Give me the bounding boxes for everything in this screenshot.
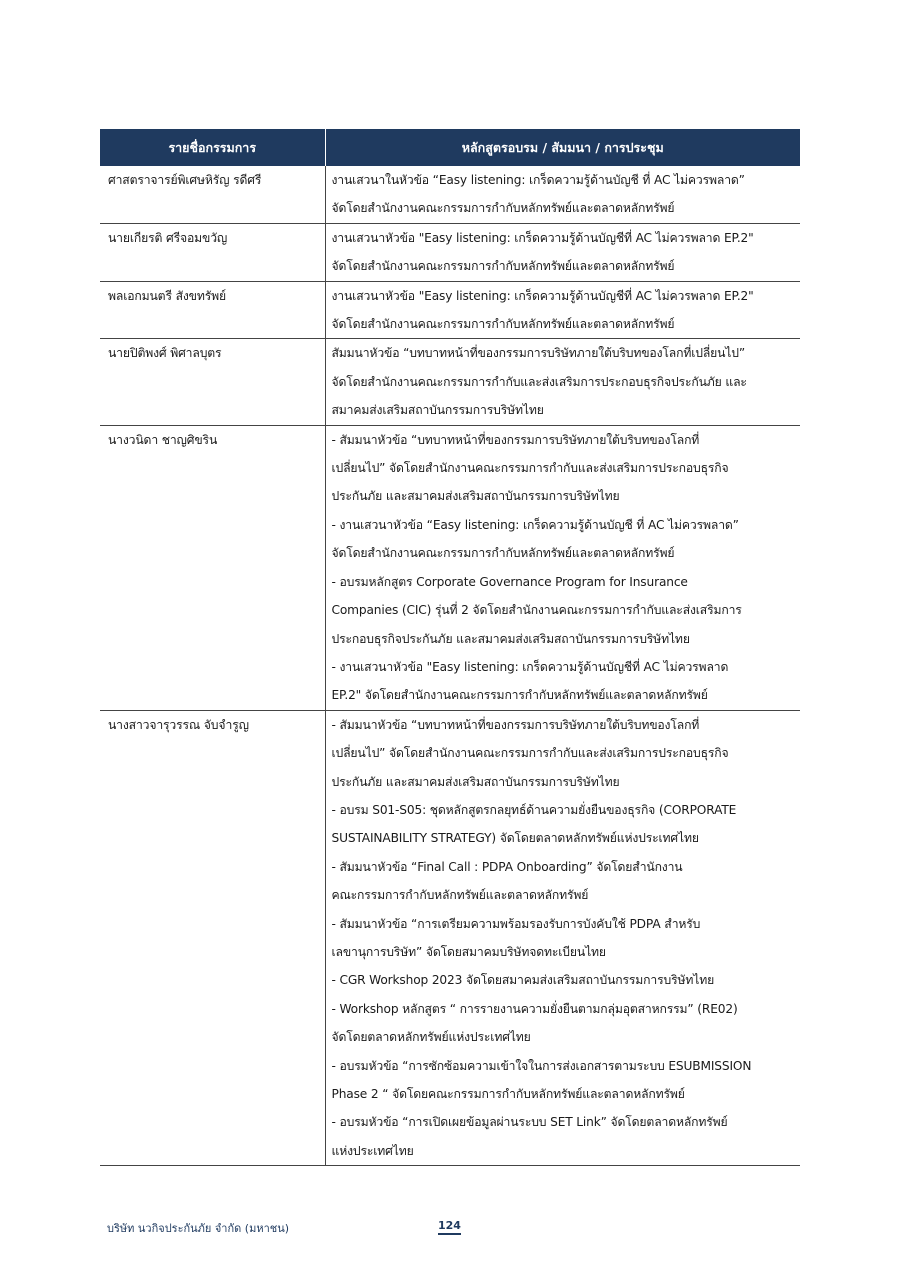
- training-courses-cell: [325, 223, 800, 281]
- course-text-line: จัดโดยสำนักงานคณะกรรมการกำกับหลักทรัพย์และตลาดหลักทรัพย์: [331, 317, 675, 332]
- course-text-line: - อบรม S01-S05: ชุดหลักสูตรกลยุทธ์ด้านความยั่งยืนของธุรกิจ (CORPORATE: [331, 802, 737, 817]
- table-body: [100, 166, 800, 1166]
- course-text-line: - อบรมหลักสูตร Corporate Governance Program for Insurance: [331, 574, 688, 589]
- footer-company-name: บริษัท นวกิจประกันภัย จำกัด (มหาชน): [107, 1222, 290, 1235]
- course-text-line: จัดโดยสำนักงานคณะกรรมการกำกับหลักทรัพย์และตลาดหลักทรัพย์: [331, 201, 675, 216]
- page-number: 124: [438, 1219, 461, 1235]
- course-text-line: - สัมมนาหัวข้อ “บทบาทหน้าที่ของกรรมการบริษัทภายใต้บริบทของโลกที่: [331, 432, 700, 447]
- table-row: [100, 425, 800, 710]
- table-row: [100, 710, 800, 1166]
- course-text-line: จัดโดยสำนักงานคณะกรรมการกำกับหลักทรัพย์และตลาดหลักทรัพย์: [331, 546, 675, 561]
- director-name-cell: [100, 281, 325, 339]
- course-text-line: - สัมมนาหัวข้อ “บทบาทหน้าที่ของกรรมการบริษัทภายใต้บริบทของโลกที่: [331, 717, 700, 732]
- course-text-line: - สัมมนาหัวข้อ “การเตรียมความพร้อมรองรับการบังคับใช้ PDPA สำหรับ: [331, 916, 701, 931]
- header-training-courses: หลักสูตรอบรม / สัมมนา / การประชุม: [325, 129, 800, 166]
- course-text-line: Phase 2 “ จัดโดยคณะกรรมการกำกับหลักทรัพย์และตลาดหลักทรัพย์: [331, 1087, 685, 1101]
- director-name-cell: [100, 223, 325, 281]
- director-training-table: [100, 129, 800, 1166]
- course-text-line: แห่งประเทศไทย: [331, 1143, 414, 1158]
- course-text-line: เลขานุการบริษัท” จัดโดยสมาคมบริษัทจดทะเบียนไทย: [331, 944, 606, 959]
- director-name-cell: [100, 425, 325, 710]
- training-courses-cell: [325, 281, 800, 339]
- training-courses-cell: [325, 166, 800, 223]
- table-header-row: [100, 129, 800, 166]
- course-text-line: ประกันภัย และสมาคมส่งเสริมสถาบันกรรมการบริษัทไทย: [331, 774, 620, 789]
- director-name: ศาสตราจารย์พิเศษหิรัญ รดีศรี: [108, 173, 262, 187]
- course-text-line: งานเสวนาหัวข้อ "Easy listening: เกร็ดความรู้ด้านบัญชีที่ AC ไม่ควรพลาด EP.2": [331, 230, 754, 245]
- course-text-line: คณะกรรมการกำกับหลักทรัพย์และตลาดหลักทรัพย์: [331, 888, 589, 903]
- course-text-line: - งานเสวนาหัวข้อ “Easy listening: เกร็ดความรู้ด้านบัญชี ที่ AC ไม่ควรพลาด”: [331, 517, 739, 532]
- course-text-line: เปลี่ยนไป” จัดโดยสำนักงานคณะกรรมการกำกับและส่งเสริมการประกอบธุรกิจ: [331, 461, 729, 476]
- course-text-line: เปลี่ยนไป” จัดโดยสำนักงานคณะกรรมการกำกับและส่งเสริมการประกอบธุรกิจ: [331, 746, 729, 761]
- course-text-line: Companies (CIC) รุ่นที่ 2 จัดโดยสำนักงานคณะกรรมการกำกับและส่งเสริมการ: [331, 603, 742, 618]
- course-text-line: จัดโดยตลาดหลักทรัพย์แห่งประเทศไทย: [331, 1030, 531, 1045]
- course-text-line: SUSTAINABILITY STRATEGY) จัดโดยตลาดหลักทรัพย์แห่งประเทศไทย: [331, 831, 699, 846]
- course-text-line: ประกอบธุรกิจประกันภัย และสมาคมส่งเสริมสถาบันกรรมการบริษัทไทย: [331, 631, 690, 646]
- course-text-line: - สัมมนาหัวข้อ “Final Call : PDPA Onboarding” จัดโดยสำนักงาน: [331, 859, 683, 874]
- training-courses-cell: [325, 339, 800, 425]
- director-name-cell: [100, 339, 325, 425]
- course-text-line: จัดโดยสำนักงานคณะกรรมการกำกับและส่งเสริมการประกอบธุรกิจประกันภัย และ: [331, 374, 747, 389]
- director-name: นายเกียรติ ศรีจอมขวัญ: [108, 230, 228, 245]
- table-row: [100, 281, 800, 339]
- table-row: [100, 223, 800, 281]
- course-text-line: - อบรมหัวข้อ “การเปิดเผยข้อมูลผ่านระบบ SET Link” จัดโดยตลาดหลักทรัพย์: [331, 1115, 728, 1130]
- course-text-line: ประกันภัย และสมาคมส่งเสริมสถาบันกรรมการบริษัทไทย: [331, 489, 620, 504]
- director-name: นางสาวจารุวรรณ จับจำรูญ: [108, 717, 249, 732]
- header-director-name: รายชื่อกรรมการ: [100, 129, 325, 166]
- table-row: [100, 339, 800, 425]
- training-courses-cell: [325, 425, 800, 710]
- director-name: พลเอกมนตรี สังขทรัพย์: [108, 288, 226, 303]
- director-name: นางวนิดา ชาญศิขริน: [108, 432, 218, 447]
- course-text-line: จัดโดยสำนักงานคณะกรรมการกำกับหลักทรัพย์และตลาดหลักทรัพย์: [331, 259, 675, 274]
- course-text-line: งานเสวนาหัวข้อ "Easy listening: เกร็ดความรู้ด้านบัญชีที่ AC ไม่ควรพลาด EP.2": [331, 288, 754, 303]
- course-text-line: สัมมนาหัวข้อ “บทบาทหน้าที่ของกรรมการบริษัทภายใต้บริบทของโลกที่เปลี่ยนไป”: [331, 346, 746, 361]
- table-row: [100, 166, 800, 223]
- course-text-line: EP.2" จัดโดยสำนักงานคณะกรรมการกำกับหลักทรัพย์และตลาดหลักทรัพย์: [331, 688, 708, 703]
- course-text-line: สมาคมส่งเสริมสถาบันกรรมการบริษัทไทย: [331, 403, 544, 418]
- course-text-line: งานเสวนาในหัวข้อ “Easy listening: เกร็ดความรู้ด้านบัญชี ที่ AC ไม่ควรพลาด”: [331, 173, 745, 187]
- course-text-line: - CGR Workshop 2023 จัดโดยสมาคมส่งเสริมสถาบันกรรมการบริษัทไทย: [331, 973, 715, 988]
- course-text-line: - งานเสวนาหัวข้อ "Easy listening: เกร็ดความรู้ด้านบัญชีที่ AC ไม่ควรพลาด: [331, 659, 729, 674]
- course-text-line: - อบรมหัวข้อ “การซักซ้อมความเข้าใจในการส่งเอกสารตามระบบ ESUBMISSION: [331, 1058, 752, 1073]
- training-courses-cell: [325, 710, 800, 1166]
- director-name-cell: [100, 710, 325, 1166]
- director-name: นายปิติพงศ์ พิศาลบุตร: [108, 346, 222, 361]
- director-name-cell: [100, 166, 325, 223]
- course-text-line: - Workshop หลักสูตร “ การรายงานความยั่งยืนตามกลุ่มอุตสาหกรรม” (RE02): [331, 1001, 738, 1016]
